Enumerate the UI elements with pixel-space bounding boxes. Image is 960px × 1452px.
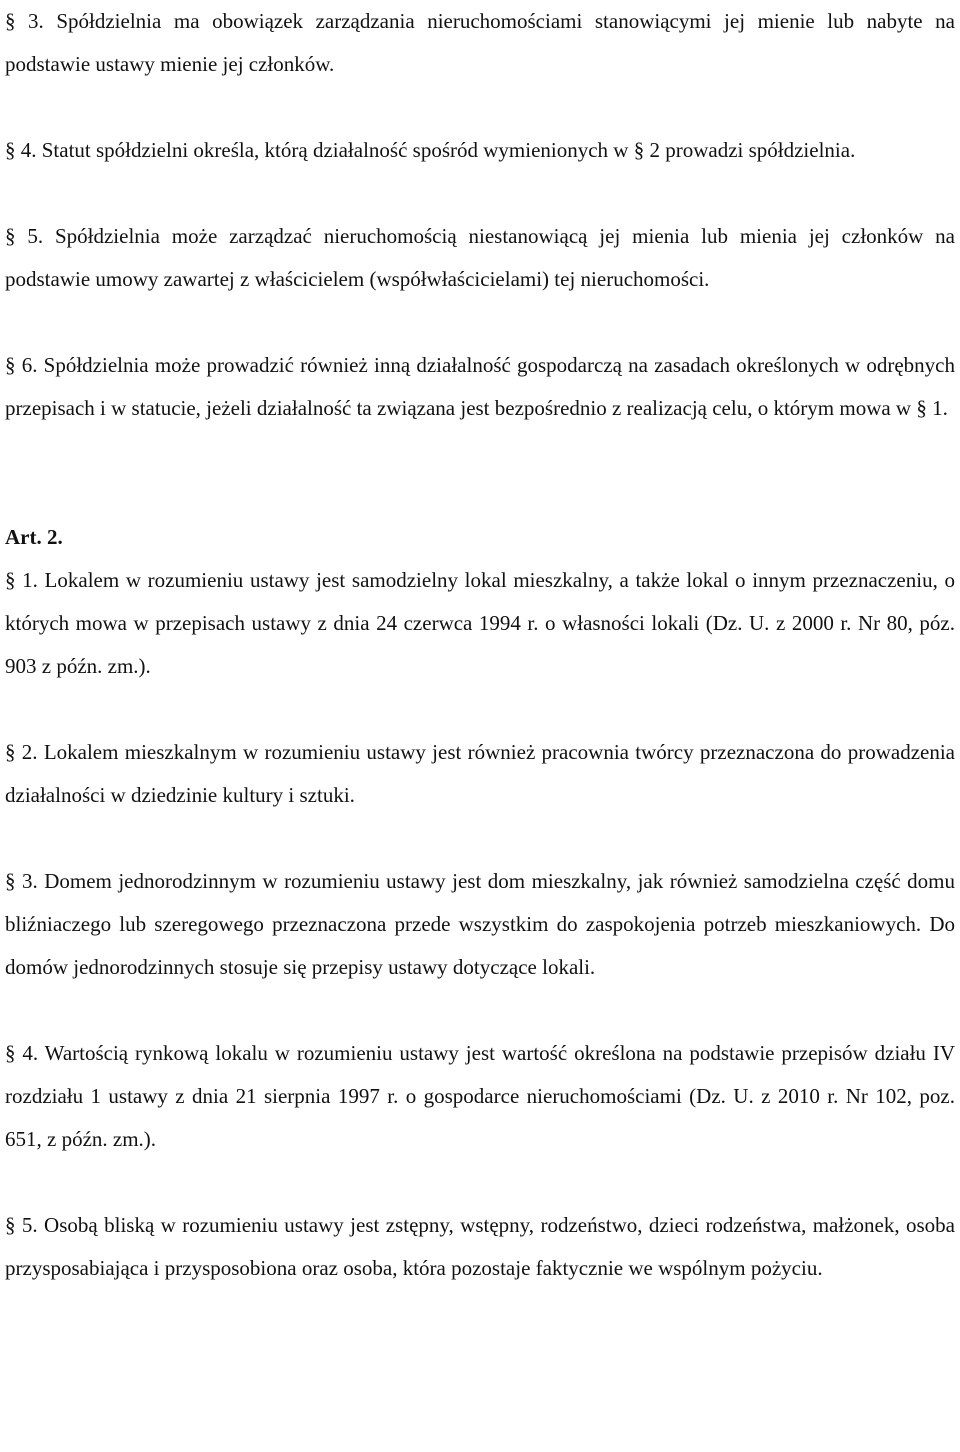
paragraph-gap <box>5 86 955 129</box>
paragraph-gap <box>5 1161 955 1204</box>
paragraph-art2-sec-4: § 4. Wartością rynkową lokalu w rozumieniu ustawy jest wartość określona na podstawie przepisów działu IV rozdziału 1 ustawy z dnia 21 sierpnia 1997 r. o gospodarce nieruchomościami (Dz. U. z 2010 r. Nr 102, poz. 651, z późn. zm.). <box>5 1041 955 1151</box>
article-heading: Art. 2. <box>5 525 63 549</box>
document-page <box>5 0 955 1290</box>
paragraph-art2-sec-3: § 3. Domem jednorodzinnym w rozumieniu ustawy jest dom mieszkalny, jak również samodzielna część domu bliźniaczego lub szeregowego przeznaczona przede wszystkim do zaspokojenia potrzeb mieszkaniowych. Do domów jednorodzinnych stosuje się przepisy ustawy dotyczące lokali. <box>5 869 955 979</box>
section-gap <box>5 430 955 516</box>
paragraph-gap <box>5 989 955 1032</box>
paragraph-sec-5: § 5. Spółdzielnia może zarządzać nieruchomością niestanowiącą jej mienia lub mienia jej członków na podstawie umowy zawartej z właścicielem (współwłaścicielami) tej nieruchomości. <box>5 224 955 291</box>
paragraph-gap <box>5 172 955 215</box>
paragraph-sec-3: § 3. Spółdzielnia ma obowiązek zarządzania nieruchomościami stanowiącymi jej mienie lub nabyte na podstawie ustawy mienie jej członków. <box>5 9 955 76</box>
paragraph-gap <box>5 301 955 344</box>
paragraph-sec-6: § 6. Spółdzielnia może prowadzić również inną działalność gospodarczą na zasadach określonych w odrębnych przepisach i w statucie, jeżeli działalność ta związana jest bezpośrednio z realizacją celu, o którym mowa w § 1. <box>5 353 955 420</box>
paragraph-art2-sec-1: § 1. Lokalem w rozumieniu ustawy jest samodzielny lokal mieszkalny, a także lokal o innym przeznaczeniu, o których mowa w przepisach ustawy z dnia 24 czerwca 1994 r. o własności lokali (Dz. U. z 2000 r. Nr 80, póz. 903 z późn. zm.). <box>5 568 955 678</box>
paragraph-gap <box>5 688 955 731</box>
paragraph-sec-4: § 4. Statut spółdzielni określa, którą działalność spośród wymienionych w § 2 prowadzi spółdzielnia. <box>5 138 856 162</box>
paragraph-art2-sec-2: § 2. Lokalem mieszkalnym w rozumieniu ustawy jest również pracownia twórcy przeznaczona do prowadzenia działalności w dziedzinie kultury i sztuki. <box>5 740 955 807</box>
paragraph-art2-sec-5: § 5. Osobą bliską w rozumieniu ustawy jest zstępny, wstępny, rodzeństwo, dzieci rodzeństwa, małżonek, osoba przysposabiająca i przysposobiona oraz osoba, która pozostaje faktycznie we wspólnym pożyciu. <box>5 1213 955 1280</box>
paragraph-gap <box>5 817 955 860</box>
